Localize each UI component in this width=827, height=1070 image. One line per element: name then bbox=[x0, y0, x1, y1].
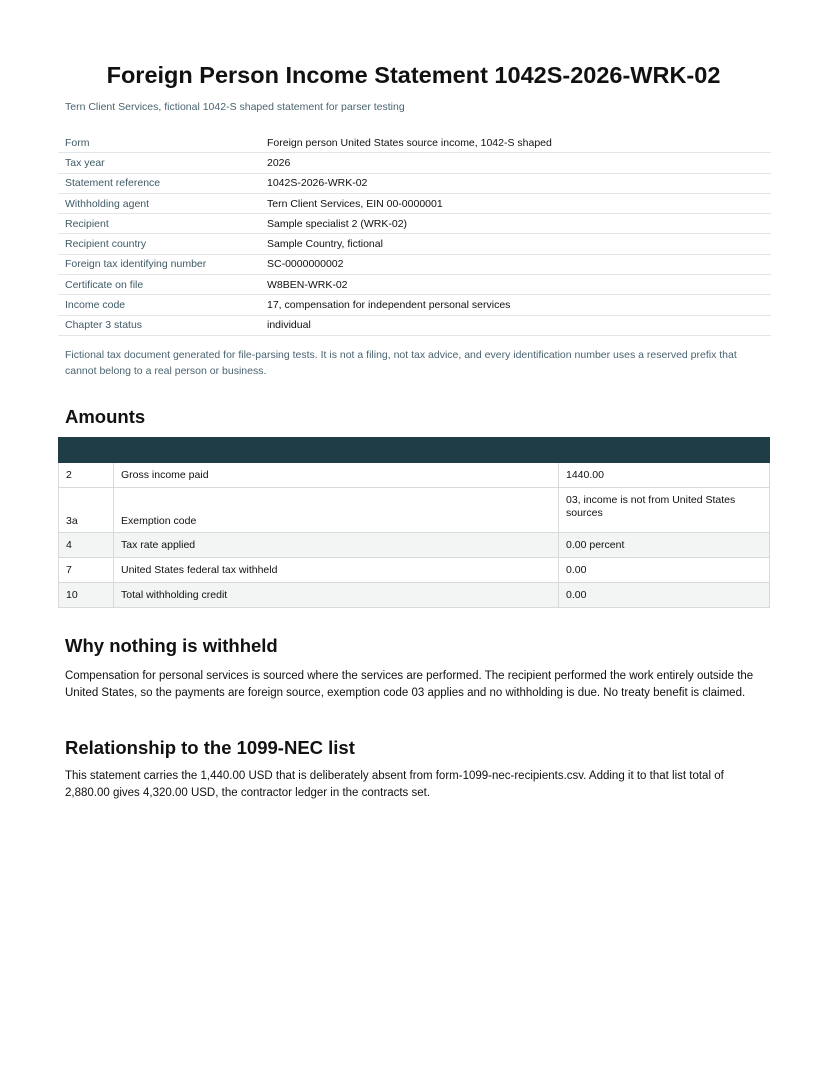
box-cell: 7 bbox=[59, 558, 114, 583]
detail-label: Recipient bbox=[58, 214, 260, 234]
detail-value: SC-0000000002 bbox=[260, 254, 771, 274]
detail-row bbox=[58, 173, 771, 193]
detail-label: Tax year bbox=[58, 153, 260, 173]
detail-row bbox=[58, 234, 771, 254]
detail-value: 2026 bbox=[260, 153, 771, 173]
description-cell: Exemption code bbox=[114, 488, 559, 533]
amount-cell: 0.00 bbox=[559, 583, 770, 608]
amount-cell: 1440.00 bbox=[559, 463, 770, 488]
amounts-heading: Amounts bbox=[65, 406, 146, 427]
detail-value: individual bbox=[260, 315, 771, 335]
table-row bbox=[59, 488, 770, 533]
statement-details-table bbox=[58, 133, 771, 336]
detail-value: W8BEN-WRK-02 bbox=[260, 275, 771, 295]
amounts-table bbox=[58, 437, 770, 608]
detail-value: Foreign person United States source income, 1042-S shaped bbox=[260, 133, 771, 153]
box-cell: 10 bbox=[59, 583, 114, 608]
detail-label: Certificate on file bbox=[58, 275, 260, 295]
box-cell: 3a bbox=[59, 488, 114, 533]
description-cell: Gross income paid bbox=[114, 463, 559, 488]
description-cell: United States federal tax withheld bbox=[114, 558, 559, 583]
table-row bbox=[59, 558, 770, 583]
detail-label: Chapter 3 status bbox=[58, 315, 260, 335]
detail-label: Withholding agent bbox=[58, 193, 260, 213]
detail-label: Form bbox=[58, 133, 260, 153]
detail-row bbox=[58, 275, 771, 295]
amount-cell: 0.00 bbox=[559, 558, 770, 583]
column-header-description: Description bbox=[114, 438, 559, 463]
description-cell: Total withholding credit bbox=[114, 583, 559, 608]
relationship-heading: Relationship to the 1099-NEC list bbox=[65, 737, 355, 758]
detail-value: Sample Country, fictional bbox=[260, 234, 771, 254]
detail-row bbox=[58, 133, 771, 153]
amount-cell: 0.00 percent bbox=[559, 533, 770, 558]
amount-cell: 03, income is not from United States sources bbox=[559, 488, 770, 533]
table-row bbox=[59, 533, 770, 558]
column-header-box: Box bbox=[59, 438, 114, 463]
box-cell: 2 bbox=[59, 463, 114, 488]
relationship-paragraph: This statement carries the 1,440.00 USD that is deliberately absent from form-1099-nec-recipients.csv. Adding it to that list total of 2,880.00 gives 4,320.00 USD, the contractor ledger in the contracts set. bbox=[65, 770, 724, 799]
detail-row bbox=[58, 254, 771, 274]
amounts-header-row bbox=[59, 438, 770, 463]
detail-value: 1042S-2026-WRK-02 bbox=[260, 173, 771, 193]
detail-row bbox=[58, 153, 771, 173]
description-cell: Tax rate applied bbox=[114, 533, 559, 558]
disclaimer-note: Fictional tax document generated for file-parsing tests. It is not a filing, not tax advice, and every identification number uses a reserved prefix that cannot belong to a real person or business. bbox=[65, 349, 737, 377]
detail-label: Recipient country bbox=[58, 234, 260, 254]
column-header-amount: Amount USD bbox=[559, 438, 770, 463]
detail-value: Sample specialist 2 (WRK-02) bbox=[260, 214, 771, 234]
detail-row bbox=[58, 193, 771, 213]
page-title: Foreign Person Income Statement 1042S-2026-WRK-02 bbox=[106, 62, 721, 88]
detail-label: Statement reference bbox=[58, 173, 260, 193]
detail-label: Income code bbox=[58, 295, 260, 315]
table-row bbox=[59, 583, 770, 608]
detail-value: Tern Client Services, EIN 00-0000001 bbox=[260, 193, 771, 213]
detail-row bbox=[58, 295, 771, 315]
why-paragraph: Compensation for personal services is sourced where the services are performed. The recipient performed the work entirely outside the United States, so the payments are foreign source, exemption code 03 applies and no withholding is due. No treaty benefit is claimed. bbox=[65, 670, 754, 699]
box-cell: 4 bbox=[59, 533, 114, 558]
why-heading: Why nothing is withheld bbox=[65, 635, 278, 656]
page-subtitle: Tern Client Services, fictional 1042-S shaped statement for parser testing bbox=[65, 101, 405, 113]
detail-row bbox=[58, 315, 771, 335]
detail-label: Foreign tax identifying number bbox=[58, 254, 260, 274]
detail-row bbox=[58, 214, 771, 234]
detail-value: 17, compensation for independent personal services bbox=[260, 295, 771, 315]
table-row bbox=[59, 463, 770, 488]
